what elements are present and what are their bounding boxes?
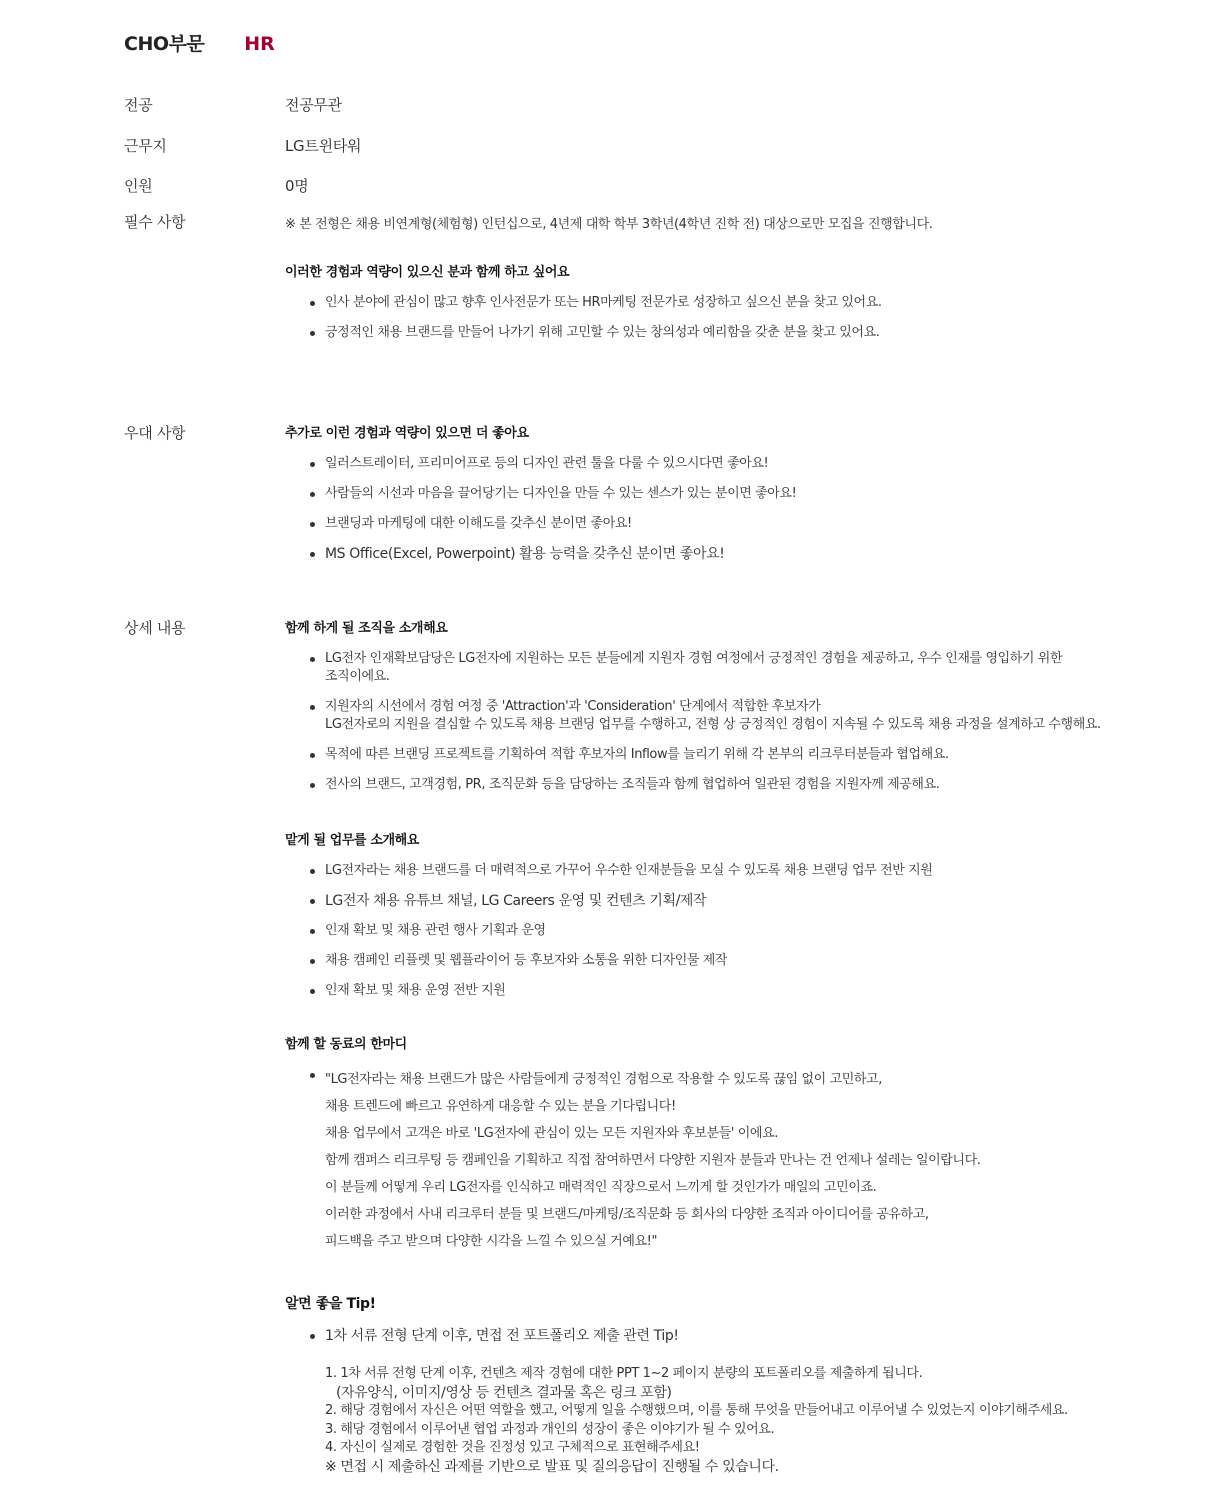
headcount-label: 인원 xyxy=(124,177,153,195)
required-list xyxy=(285,294,1185,342)
list-item: MS Office(Excel, Powerpoint) 활용 능력을 갖추신 분이면 좋아요! xyxy=(285,545,1185,563)
list-item: 인재 확보 및 채용 운영 전반 지원 xyxy=(285,982,1185,1000)
colleague-quote xyxy=(285,1066,1185,1255)
list-item xyxy=(285,698,1185,734)
page-header xyxy=(124,29,275,56)
tip-section xyxy=(285,1281,1185,1476)
tip-step: 4. 자신이 실제로 경험한 것을 진정성 있고 구체적으로 표현해주세요! xyxy=(325,1440,700,1455)
quote-line: 채용 업무에서 고객은 바로 'LG전자에 관심이 있는 모든 지원자와 후보분들' 이에요. xyxy=(325,1126,778,1141)
detail-section xyxy=(285,620,1185,794)
list-item: 사람들의 시선과 마음을 끌어당기는 디자인을 만들 수 있는 센스가 있는 분이면 좋아요! xyxy=(285,485,1185,503)
required-section xyxy=(285,216,1185,342)
tip-steps xyxy=(285,1365,1185,1476)
tip-list xyxy=(285,1327,1185,1345)
preferred-title: 추가로 이런 경험과 역량이 있으면 더 좋아요 xyxy=(285,426,529,441)
quote-line: 이 분들께 어떻게 우리 LG전자를 인식하고 매력적인 직장으로서 느끼게 할 것인가가 매일의 고민이죠. xyxy=(325,1180,877,1195)
major-value: 전공무관 xyxy=(285,96,342,114)
list-item xyxy=(285,650,1185,686)
list-item: 목적에 따른 브랜딩 프로젝트를 기획하여 적합 후보자의 Inflow를 늘리기 위해 각 본부의 리크루터분들과 협업해요. xyxy=(285,746,1185,764)
colleague-title: 함께 할 동료의 한마디 xyxy=(285,1037,407,1052)
list-item-line: 조직이에요. xyxy=(325,669,390,684)
list-item: 1차 서류 전형 단계 이후, 면접 전 포트폴리오 제출 관련 Tip! xyxy=(285,1327,1185,1345)
list-item: 인사 분야에 관심이 많고 향후 인사전문가 또는 HR마케팅 전문가로 성장하고 싶으신 분을 찾고 있어요. xyxy=(285,294,1185,312)
required-label: 필수 사항 xyxy=(124,213,186,231)
org-list xyxy=(285,650,1185,794)
colleague-section xyxy=(285,1036,1185,1255)
tip-step: 3. 해당 경험에서 이루어낸 협업 과정과 개인의 성장이 좋은 이야기가 될 수 있어요. xyxy=(325,1421,775,1437)
job-title: HR xyxy=(244,33,275,55)
preferred-section xyxy=(285,425,1185,563)
preferred-label: 우대 사항 xyxy=(124,424,186,442)
list-item-line: LG전자 인재확보담당은 LG전자에 지원하는 모든 분들에게 지원자 경험 여정에서 긍정적인 경험을 제공하고, 우수 인재를 영입하기 위한 xyxy=(325,651,1063,666)
headcount-value: 0명 xyxy=(285,177,309,195)
tip-step: 2. 해당 경험에서 자신은 어떤 역할을 했고, 어떻게 일을 수행했으며, 이를 통해 무엇을 만들어내고 이루어낼 수 있었는지 이야기해주세요. xyxy=(325,1403,1068,1418)
major-label: 전공 xyxy=(124,96,153,114)
list-item: 전사의 브랜드, 고객경험, PR, 조직문화 등을 담당하는 조직들과 함께 협업하여 일관된 경험을 지원자께 제공해요. xyxy=(285,776,1185,794)
list-item: LG전자 채용 유튜브 채널, LG Careers 운영 및 컨텐츠 기획/제작 xyxy=(285,892,1185,910)
list-item: 긍정적인 채용 브랜드를 만들어 나가기 위해 고민할 수 있는 창의성과 예리함을 갖춘 분을 찾고 있어요. xyxy=(285,324,1185,342)
detail-label: 상세 내용 xyxy=(124,619,186,637)
quote-line: 이러한 과정에서 사내 리크루터 분들 및 브랜드/마케팅/조직문화 등 회사의 다양한 조직과 아이디어를 공유하고, xyxy=(325,1207,929,1222)
list-item: 채용 캠페인 리플렛 및 웹플라이어 등 후보자와 소통을 위한 디자인물 제작 xyxy=(285,952,1185,970)
location-label: 근무지 xyxy=(124,137,167,155)
list-item: 일러스트레이터, 프리미어프로 등의 디자인 관련 툴을 다룰 수 있으시다면 좋아요! xyxy=(285,455,1185,473)
internship-note: ※ 본 전형은 채용 비연계형(체험형) 인턴십으로, 4년제 대학 학부 3학년(4학년 진학 전) 대상으로만 모집을 진행합니다. xyxy=(285,217,933,232)
tip-step: (자유양식, 이미지/영상 등 컨텐츠 결과물 혹은 링크 포함) xyxy=(336,1384,672,1401)
task-section xyxy=(285,832,1185,1000)
list-item: 인재 확보 및 채용 관련 행사 기획과 운영 xyxy=(285,922,1185,940)
quote-line: "LG전자라는 채용 브랜드가 많은 사람들에게 긍정적인 경험으로 작용할 수 있도록 끊임 없이 고민하고, xyxy=(325,1072,882,1087)
list-item-line: 지원자의 시선에서 경험 여정 중 'Attraction'과 'Consideration' 단계에서 적합한 후보자가 xyxy=(325,699,821,714)
task-title: 맡게 될 업무를 소개해요 xyxy=(285,833,419,848)
tip-step: ※ 면접 시 제출하신 과제를 기반으로 발표 및 질의응답이 진행될 수 있습니다. xyxy=(325,1458,779,1475)
quote-item xyxy=(285,1066,1185,1255)
required-title: 이러한 경험과 역량이 있으신 분과 함께 하고 싶어요 xyxy=(285,265,570,280)
quote-line: 피드백을 주고 받으며 다양한 시각을 느낄 수 있으실 거예요!" xyxy=(325,1234,658,1249)
department-name: CHO부문 xyxy=(124,33,205,55)
list-item-line: LG전자로의 지원을 결심할 수 있도록 채용 브랜딩 업무를 수행하고, 전형 상 긍정적인 경험이 지속될 수 있도록 채용 과정을 설계하고 수행해요. xyxy=(325,717,1101,732)
list-item: LG전자라는 채용 브랜드를 더 매력적으로 가꾸어 우수한 인재분들을 모실 수 있도록 채용 브랜딩 업무 전반 지원 xyxy=(285,862,1185,880)
list-item: 브랜딩과 마케팅에 대한 이해도를 갖추신 분이면 좋아요! xyxy=(285,515,1185,533)
tip-step: 1. 1차 서류 전형 단계 이후, 컨텐츠 제작 경험에 대한 PPT 1~2 페이지 분량의 포트폴리오를 제출하게 됩니다. xyxy=(325,1366,923,1381)
preferred-list xyxy=(285,455,1185,563)
quote-line: 채용 트렌드에 빠르고 유연하게 대응할 수 있는 분을 기다립니다! xyxy=(325,1099,676,1114)
org-title: 함께 하게 될 조직을 소개해요 xyxy=(285,621,448,636)
quote-line: 함께 캠퍼스 리크루팅 등 캠페인을 기획하고 직접 참여하면서 다양한 지원자 분들과 만나는 건 언제나 설레는 일이랍니다. xyxy=(325,1153,981,1168)
task-list xyxy=(285,862,1185,1000)
tip-title: 알면 좋을 Tip! xyxy=(285,1296,376,1312)
location-value: LG트윈타워 xyxy=(285,137,362,155)
